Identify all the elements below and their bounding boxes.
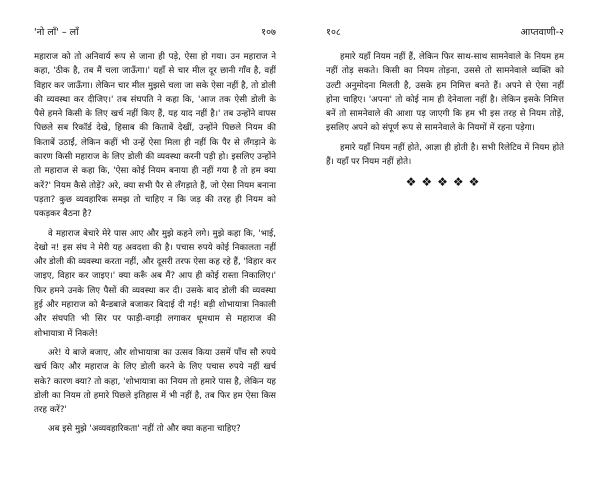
right-page-number: १०८	[326, 27, 341, 38]
right-running-head	[326, 26, 564, 44]
left-paragraph-3: अरे! ये बाजे बजाए, और शोभायात्रा का उत्सव किया उसमें पाँच सौ रुपये खर्च किए और महाराज के लिए डोली करने के लिए पचास रुपये नहीं खर्च सके? कारण क्या? तो कहा, 'शोभायात्रा का नियम तो हमारे पास है, लेकिन यह डोली का नियम तो हमारे पिछले इतिहास में भी नहीं है, तब फिर हम ऐसा किस तरह करें?'	[34, 347, 276, 416]
left-paragraph-1: महाराज को तो अनिवार्य रूप से जाना ही पड़े, ऐसा हो गया। उन महाराज ने कहा, 'ठीक है, तब मैं चला जाऊँगा।' यहाँ से चार मील दूर छानी गाँव है, वहीं विहार कर जाऊँगा। लेकिन चार मील मुझसे चला जा सके ऐसा नहीं है, तो डोली की व्यवस्था कर दीजिए।' तब संघपति ने कहा कि, 'आज तक ऐसी डोली के पैसे हमने किसी के लिए खर्च नहीं किए हैं, यह याद नहीं है।' तब उन्होंने वापस पिछले सब रिकॉर्ड देखे, हिसाब की किताबें देखीं, उन्होंने पिछले नियम की किताबें उठाईं, लेकिन कहीं भी उन्हें ऐसा मिला ही नहीं कि पैर से लँगड़ाने के कारण किसी महाराज के लिए डोली की व्यवस्था करनी पड़ी हो। इसलिए उन्होंने तो महाराज से कहा कि, 'ऐसा कोई नियम बनाया ही नहीं गया है तो हम क्या करें?' नियम कैसे तोड़ें? अरे, क्या सभी पैर से लँगड़ाते हैं, जो ऐसा नियम बनाना पड़ता? कुछ व्यवहारिक समझ तो चाहिए न कि जड़ की तरह ही नियम को पकड़कर बैठना है?	[34, 52, 276, 220]
right-paragraph-1: हमारे यहाँ नियम नहीं हैं, लेकिन फिर साथ-साथ सामनेवाले के नियम हम नहीं तोड़ सकते। किसी का नियम तोड़ना, उससे तो सामनेवाले व्यक्ति को उल्टी अनुमोदना मिलती है, उसके हम निमित्त बनते हैं। अपने से ऐसा नहीं होना चाहिए। 'अपना' तो कोई नाम ही देनेवाला नहीं है। लेकिन इसके निमित्त बनें तो सामनेवाले की आशा पड़ जाएगी कि हम भी इस तरह से नियम तोड़ें, इसलिए अपने को संपूर्ण रूप से सामनेवाले के नियमों में रहना पड़ेगा।	[326, 52, 564, 134]
section-end-ornament: ❖❖❖❖❖	[405, 175, 485, 190]
left-header-title: 'नो लॉं' – लॉं	[34, 27, 79, 38]
left-page	[34, 0, 276, 442]
right-page	[326, 0, 564, 189]
left-page-body	[34, 50, 276, 437]
left-running-head	[34, 26, 276, 44]
left-paragraph-2: वे महाराज बेचारे मेरे पास आए और मुझे कहने लगे। मुझे कहा कि, 'भाई, देखो न! इस संघ ने मेरी यह अवदशा की है। पचास रुपये कोई निकालता नहीं और डोली की व्यवस्था करता नहीं, और दूसरी तरफ ऐसा कह रहे हैं, 'विहार कर जाइए, विहार कर जाइए।' क्या करूँ अब मैं? आप ही कोई रास्ता निकालिए।' फिर हमने उनके लिए पैसों की व्यवस्था कर दी। उसके बाद डोली की व्यवस्था हुई और महाराज को बैन्डबाजे बजाकर बिदाई दी गई! बड़ी शोभायात्रा निकाली और संघपति भी सिर पर फाड़ी-वगड़ी लगाकर धूमधाम से महाराज की शोभायात्रा में निकले!	[34, 228, 276, 339]
right-header-title: आप्तवाणी-२	[520, 27, 564, 38]
right-page-body	[326, 50, 564, 169]
right-paragraph-2: हमारे यहाँ नियम नहीं होते, आज्ञा ही होती है। सभी रिलेटिव में नियम होते हैं। यहाँ पर नियम नहीं होते।	[326, 142, 564, 168]
left-paragraph-4: अब इसे मुझे 'अव्यवहारिकता' नहीं तो और क्या कहना चाहिए?	[48, 424, 241, 435]
left-page-number: १०७	[261, 27, 276, 38]
